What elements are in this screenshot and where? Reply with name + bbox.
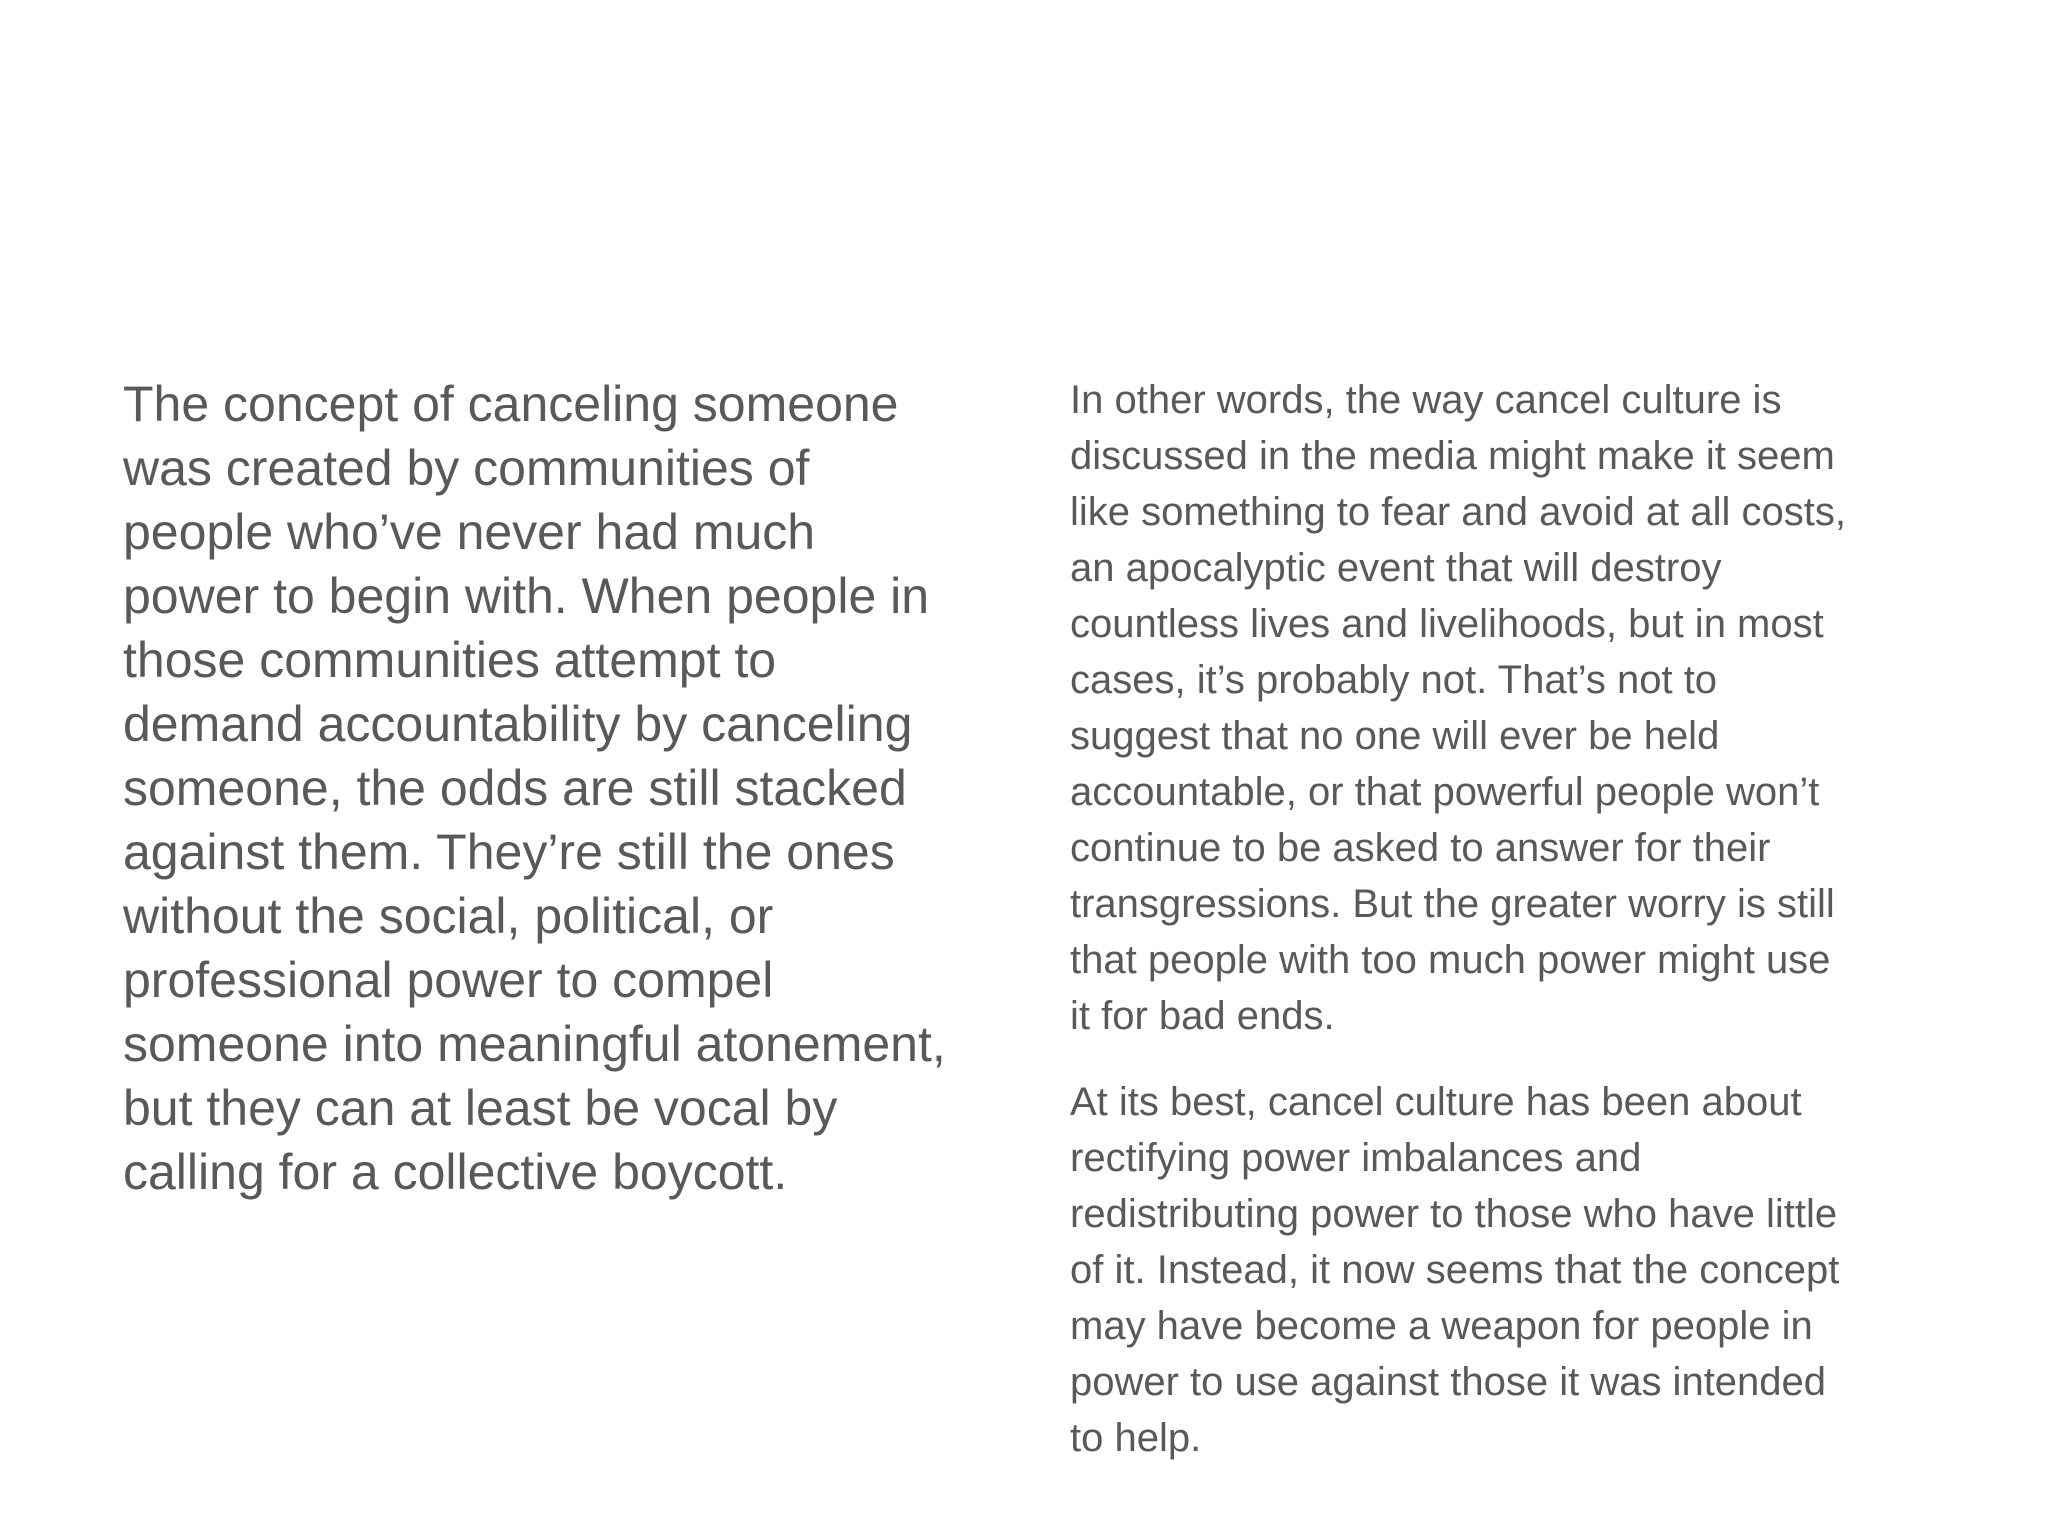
text-line: people who’ve never had much bbox=[123, 504, 816, 560]
text-line: countless lives and livelihoods, but in most bbox=[1070, 602, 1824, 646]
text-line: of it. Instead, it now seems that the concept bbox=[1070, 1248, 1840, 1292]
left-text-column bbox=[123, 372, 1023, 1204]
text-line: transgressions. But the greater worry is still bbox=[1070, 882, 1835, 926]
text-line: that people with too much power might use bbox=[1070, 938, 1831, 982]
text-line: calling for a collective boycott. bbox=[123, 1144, 788, 1200]
text-line: professional power to compel bbox=[123, 952, 774, 1008]
text-line: power to begin with. When people in bbox=[123, 568, 930, 624]
text-line: demand accountability by canceling bbox=[123, 696, 913, 752]
text-line: an apocalyptic event that will destroy bbox=[1070, 546, 1722, 590]
text-line: At its best, cancel culture has been about bbox=[1070, 1080, 1802, 1124]
right-paragraph-2 bbox=[1070, 1074, 1970, 1466]
text-line: was created by communities of bbox=[123, 440, 810, 496]
text-line: without the social, political, or bbox=[123, 888, 774, 944]
text-line: someone, the odds are still stacked bbox=[123, 760, 907, 816]
text-line: those communities attempt to bbox=[123, 632, 777, 688]
text-line: accountable, or that powerful people won’t bbox=[1070, 770, 1820, 814]
text-line: someone into meaningful atonement, bbox=[123, 1016, 946, 1072]
text-line: In other words, the way cancel culture is bbox=[1070, 378, 1782, 422]
left-paragraph bbox=[123, 372, 1023, 1204]
text-line: redistributing power to those who have little bbox=[1070, 1192, 1838, 1236]
text-line: continue to be asked to answer for their bbox=[1070, 826, 1771, 870]
text-line: it for bad ends. bbox=[1070, 994, 1335, 1038]
text-line: against them. They’re still the ones bbox=[123, 824, 895, 880]
text-line: rectifying power imbalances and bbox=[1070, 1136, 1642, 1180]
text-line: suggest that no one will ever be held bbox=[1070, 714, 1720, 758]
text-line: may have become a weapon for people in bbox=[1070, 1304, 1813, 1348]
text-line: discussed in the media might make it seem bbox=[1070, 434, 1835, 478]
text-line: The concept of canceling someone bbox=[123, 376, 899, 432]
text-line: cases, it’s probably not. That’s not to bbox=[1070, 658, 1718, 702]
right-paragraph-1 bbox=[1070, 372, 1970, 1044]
text-line: but they can at least be vocal by bbox=[123, 1080, 838, 1136]
text-line: like something to fear and avoid at all costs, bbox=[1070, 490, 1846, 534]
right-text-column bbox=[1070, 372, 1970, 1466]
text-line: to help. bbox=[1070, 1416, 1202, 1460]
text-line: power to use against those it was intended bbox=[1070, 1360, 1827, 1404]
